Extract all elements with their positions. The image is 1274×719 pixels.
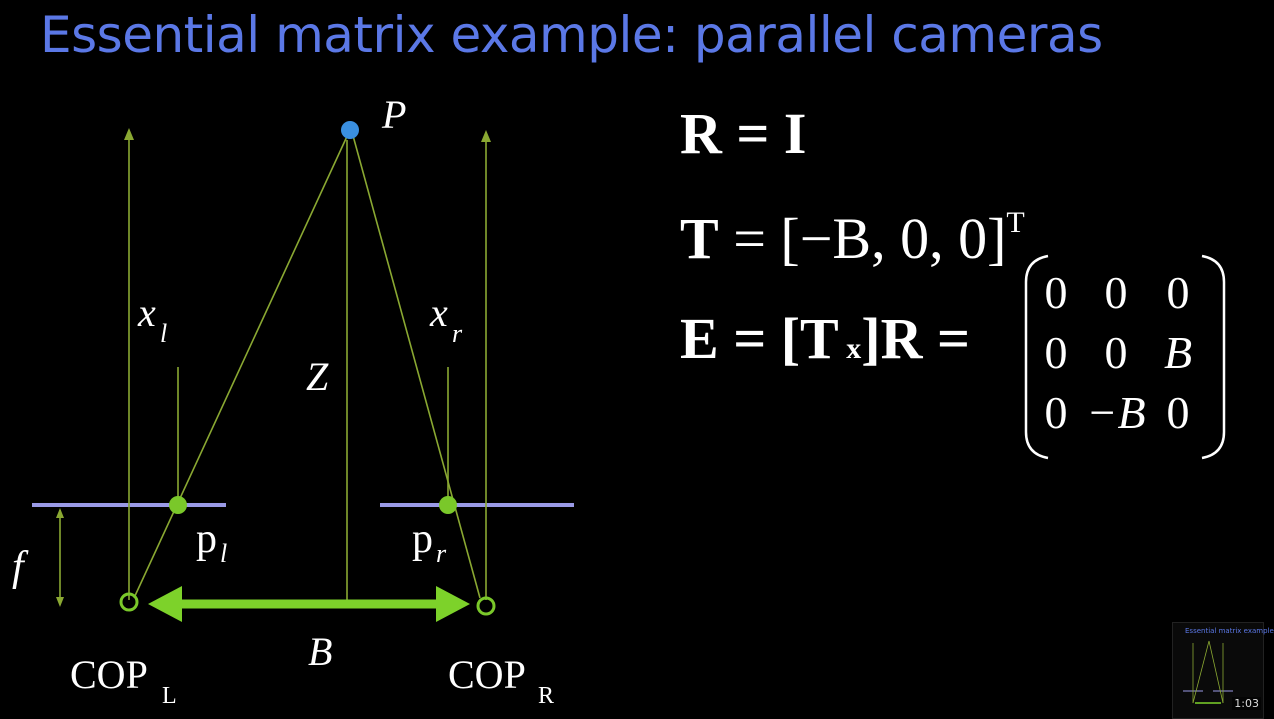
pl-label-sub: l	[220, 539, 228, 568]
xr-label-main: x	[430, 290, 448, 335]
rotation-equation: R = I	[680, 101, 807, 166]
cop-left-label-main: COP	[70, 652, 148, 697]
focal-length-label: f	[12, 544, 24, 590]
cop-left-label-sub: L	[162, 683, 177, 709]
pr-label-main: p	[412, 516, 433, 562]
translation-symbol: T	[680, 206, 719, 271]
cop-right-label-main: COP	[448, 652, 526, 697]
baseline-arrowhead-left	[148, 586, 182, 622]
focal-arrow-bottom	[56, 597, 64, 607]
matrix-cell-r0c2: 0	[1166, 267, 1190, 318]
slide-title: Essential matrix example: parallel cameras	[40, 6, 1103, 64]
z-label: Z	[306, 354, 329, 399]
essential-bracket-close: ]	[861, 306, 881, 371]
essential-rotation-symbol: R	[880, 306, 923, 371]
pl-label-main: p	[196, 516, 217, 562]
xr-label-sub: r	[452, 319, 463, 348]
right-center-of-projection	[478, 598, 494, 614]
thumb-ray-right	[1209, 641, 1223, 703]
translation-value: = [−B, 0, 0]	[718, 206, 1007, 271]
translation-equation	[680, 205, 1025, 272]
left-axis-arrowhead	[124, 128, 134, 140]
essential-matrix	[1020, 252, 1230, 462]
cop-right-label-sub: R	[538, 683, 555, 709]
thumb-ray-left	[1193, 641, 1209, 703]
essential-symbol: E	[680, 306, 719, 371]
point-p-label: P	[382, 92, 407, 137]
baseline-arrowhead-right	[436, 586, 470, 622]
matrix-cell-r1c2: B	[1163, 327, 1193, 378]
essential-bracket-open: = [T	[718, 306, 839, 371]
focal-arrow-top	[56, 508, 64, 518]
essential-equals: =	[922, 306, 971, 371]
cross-product-x: x	[838, 332, 862, 365]
matrix-cell-r0c0: 0	[1044, 267, 1068, 318]
right-axis-arrowhead	[481, 130, 491, 142]
matrix-cell-r2c0: 0	[1044, 387, 1068, 438]
right-projection-point	[439, 496, 457, 514]
left-projection-point	[169, 496, 187, 514]
matrix-cell-r0c1: 0	[1104, 267, 1128, 318]
matrix-cell-r1c0: 0	[1044, 327, 1068, 378]
essential-matrix-equation	[680, 305, 970, 372]
baseline-label: B	[308, 629, 333, 674]
matrix-cell-r2c2: 0	[1166, 387, 1190, 438]
transpose-superscript: T	[1006, 205, 1025, 239]
xl-label-main: x	[138, 290, 156, 335]
matrix-cell-r1c1: 0	[1104, 327, 1128, 378]
video-thumbnail[interactable]	[1172, 622, 1274, 719]
pr-label-sub: r	[436, 539, 447, 568]
thumbnail-timestamp: 1:03	[1234, 697, 1259, 710]
thumbnail-title: Essential matrix example	[1185, 627, 1274, 635]
xl-label-sub: l	[160, 319, 168, 348]
world-point-p	[341, 121, 359, 139]
matrix-cell-r2c1: −B	[1086, 387, 1146, 438]
